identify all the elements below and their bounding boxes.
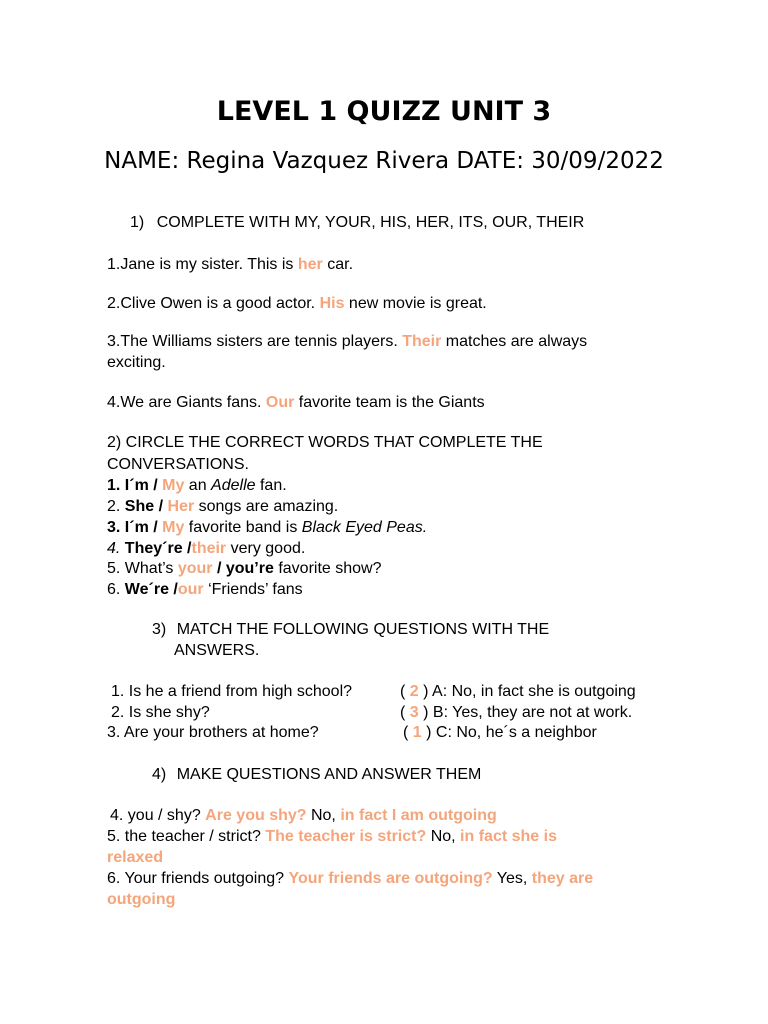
item-text: No, [306, 807, 341, 824]
answer: Her [167, 498, 195, 515]
paren: ( [400, 683, 410, 700]
item-text: 5. What’s [107, 560, 178, 577]
match-answer-2 [400, 702, 632, 723]
item-text: Yes, [492, 870, 532, 887]
section2-row-3 [107, 517, 427, 538]
item-text: 4. you / shy? [110, 807, 206, 824]
item-text: 1.Jane is my sister. This is [107, 256, 298, 273]
answer: our [177, 581, 204, 598]
answer: Our [265, 394, 295, 411]
section1-item-4 [107, 392, 485, 413]
paren: ( [403, 724, 413, 741]
item-text: songs are amazing. [194, 498, 339, 515]
section1-item-3-continued: exciting. [107, 354, 166, 371]
section4-item-6 [107, 868, 593, 889]
section2-row-6 [107, 579, 303, 600]
italic-text: Black Eyed Peas. [301, 519, 428, 536]
item-text: favorite band is [184, 519, 302, 536]
answer: My [162, 519, 185, 536]
item-text: car. [322, 256, 354, 273]
item-text: ) A: No, in fact she is outgoing [418, 683, 636, 700]
answer: their [191, 540, 227, 557]
item-text: ‘Friends’ fans [203, 581, 303, 598]
item-text: ) C: No, he´s a neighbor [421, 724, 597, 741]
item-text: matches are always [441, 333, 588, 350]
item-number: 4. [107, 540, 121, 557]
item-text: fan. [255, 477, 287, 494]
section4-item-5 [107, 826, 557, 847]
section4-item-6-continued: outgoing [107, 891, 176, 908]
item-text: 4.We are Giants fans. [107, 394, 266, 411]
item-text: No, [426, 828, 461, 845]
section2-row-1 [107, 475, 287, 496]
answer: My [162, 477, 185, 494]
item-text: an [184, 477, 212, 494]
section1-item-3 [107, 331, 587, 352]
choice-text: We´re / [124, 581, 178, 598]
section4-heading-text: MAKE QUESTIONS AND ANSWER THEM [176, 766, 482, 783]
section4-number: 4) [152, 766, 167, 783]
section3-heading-text: MATCH THE FOLLOWING QUESTIONS WITH THE [176, 621, 550, 638]
section1-heading [130, 212, 584, 233]
match-question-1: 1. Is he a friend from high school? [111, 683, 353, 700]
answer-question: Are you shy? [205, 807, 307, 824]
student-name-date: NAME: Regina Vazquez Rivera DATE: 30/09/2022 [104, 148, 664, 174]
choice-text: 3. I´m / [107, 519, 163, 536]
item-text: very good. [226, 540, 306, 557]
answer-question: The teacher is strict? [265, 828, 427, 845]
section1-item-1 [107, 254, 353, 275]
section3-heading [152, 619, 549, 640]
answer: 2 [409, 683, 419, 700]
section2-heading-line2: CONVERSATIONS. [107, 456, 249, 473]
section1-heading-text: COMPLETE WITH MY, YOUR, HIS, HER, ITS, OUR, THEIR [156, 214, 585, 231]
answer: your [177, 560, 213, 577]
item-number: 6. [107, 581, 125, 598]
section1-item-2 [107, 293, 487, 314]
section4-heading [152, 764, 481, 785]
section4-item-5-continued: relaxed [107, 849, 164, 866]
choice-text: 1. I´m / [107, 477, 163, 494]
match-question-2: 2. Is she shy? [111, 704, 210, 721]
answer: 1 [412, 724, 422, 741]
item-text: 2.Clive Owen is a good actor. [107, 295, 320, 312]
paren: ( [400, 704, 410, 721]
section4-item-4 [110, 805, 497, 826]
item-text: 6. Your friends outgoing? [107, 870, 289, 887]
match-question-3: 3. Are your brothers at home? [107, 724, 319, 741]
section2-row-5 [107, 558, 381, 579]
choice-text: They´re / [120, 540, 192, 557]
choice-text: / you’re [212, 560, 274, 577]
item-text: new movie is great. [344, 295, 487, 312]
italic-text: Adelle [211, 477, 256, 494]
section2-row-2 [107, 496, 338, 517]
item-text: 3.The Williams sisters are tennis players. [107, 333, 403, 350]
answer-question: Your friends are outgoing? [288, 870, 493, 887]
section3-number: 3) [152, 621, 167, 638]
answer: His [319, 295, 345, 312]
item-text: ) B: Yes, they are not at work. [418, 704, 633, 721]
section2-heading-line1: 2) CIRCLE THE CORRECT WORDS THAT COMPLETE THE [107, 434, 543, 451]
choice-text: She / [124, 498, 168, 515]
match-answer-1 [400, 681, 636, 702]
answer: her [297, 256, 323, 273]
answer: in fact she is [460, 828, 557, 845]
item-number: 2. [107, 498, 125, 515]
item-text: favorite show? [273, 560, 382, 577]
section2-row-4 [107, 538, 305, 559]
section3-heading-line2: ANSWERS. [174, 642, 260, 659]
item-text: 5. the teacher / strict? [107, 828, 266, 845]
answer: they are [531, 870, 594, 887]
match-answer-3 [403, 722, 597, 743]
section1-number: 1) [130, 214, 145, 231]
page-title: LEVEL 1 QUIZZ UNIT 3 [216, 96, 552, 127]
answer: Their [402, 333, 442, 350]
answer: in fact I am outgoing [340, 807, 497, 824]
item-text: favorite team is the Giants [294, 394, 485, 411]
answer: 3 [409, 704, 419, 721]
